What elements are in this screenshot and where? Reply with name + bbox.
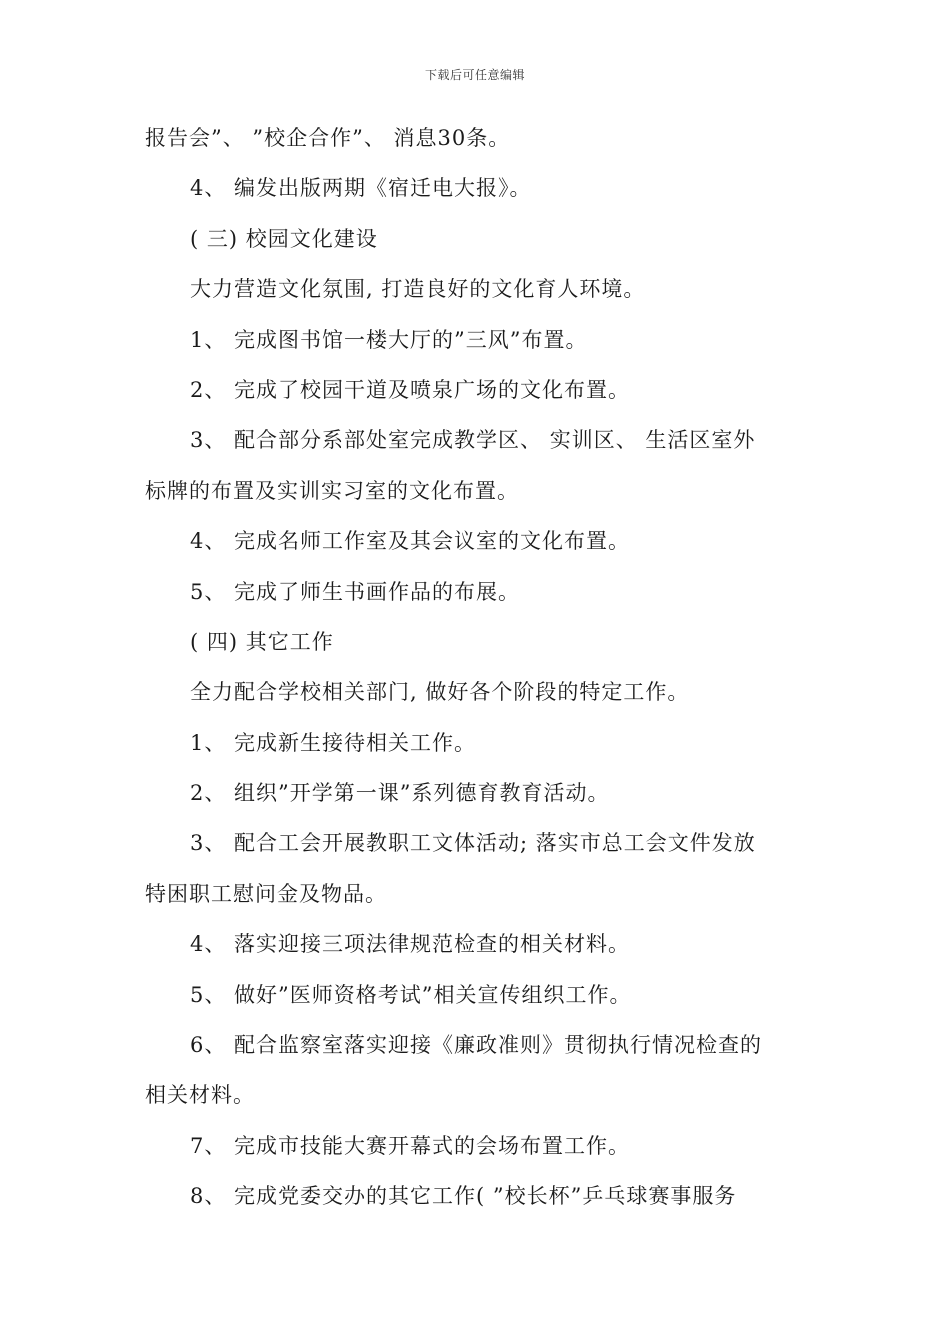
list-item: 5、 完成了师生书画作品的布展。 [190,579,521,604]
section-heading: ( 三) 校园文化建设 [190,226,378,251]
page-header: 下载后可任意编辑 [424,68,525,82]
list-item: 8、 完成党委交办的其它工作( ”校长杯”乒乓球赛事服务 [190,1184,737,1209]
list-item: 2、 组织”开学第一课”系列德育教育活动。 [190,781,610,806]
list-item: 6、 配合监察室落实迎接《廉政准则》贯彻执行情况检查的 [190,1033,763,1058]
list-item: 5、 做好”医师资格考试”相关宣传组织工作。 [190,982,632,1007]
section-heading: ( 四) 其它工作 [190,629,334,654]
list-item-continuation: 标牌的布置及实训实习室的文化布置。 [145,478,519,503]
list-item: 2、 完成了校园干道及喷泉广场的文化布置。 [190,377,631,402]
list-item: 7、 完成市技能大赛开幕式的会场布置工作。 [190,1133,631,1158]
list-item-continuation: 相关材料。 [145,1083,255,1108]
list-item: 4、 完成名师工作室及其会议室的文化布置。 [190,529,631,554]
text-line: 4、 编发出版两期《宿迁电大报》。 [190,176,532,201]
list-item-continuation: 特困职工慰问金及物品。 [145,881,387,906]
list-item: 3、 配合工会开展教职工文体活动; 落实市总工会文件发放 [190,831,756,856]
text-line: 大力营造文化氛围, 打造良好的文化育人环境。 [190,277,646,302]
list-item: 4、 落实迎接三项法律规范检查的相关材料。 [190,932,631,957]
text-line: 报告会”、 ”校企合作”、 消息30条。 [145,126,511,150]
list-item: 1、 完成新生接待相关工作。 [190,730,477,755]
list-item: 3、 配合部分系部处室完成教学区、 实训区、 生活区室外 [190,428,756,453]
list-item: 1、 完成图书馆一楼大厅的”三风”布置。 [190,327,588,352]
document-body [145,113,810,1222]
text-line: 全力配合学校相关部门, 做好各个阶段的特定工作。 [190,680,690,705]
